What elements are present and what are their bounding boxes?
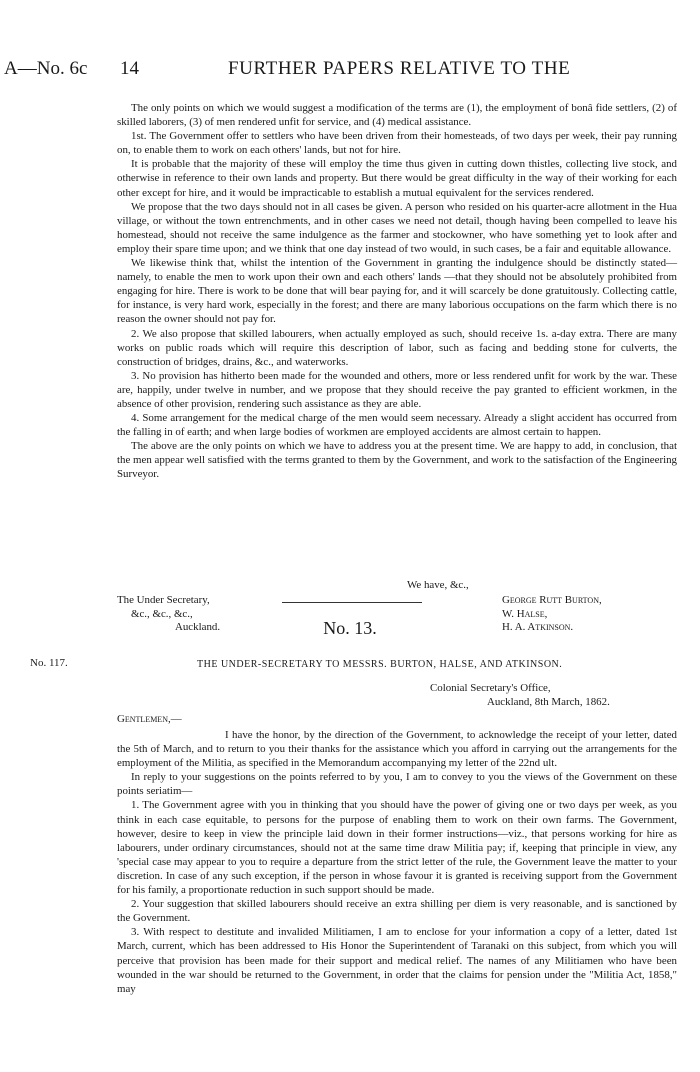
office-line: Colonial Secretary's Office, [430,682,551,694]
paragraph: It is probable that the majority of these will employ the time thus given in cutting down thistles, collecting live stock, and otherwise in reference to their own lands and property. But there would be great difficulty in the way of their working for each other except for hire, and it would be impracticable to establish a mutual equivalent for the services rendered. [117,158,677,199]
signatory: W. Halse, [502,607,548,620]
paragraph: 4. Some arrangement for the medical charge of the men would seem necessary. Already a slight accident has occurred from the falling in of earth; and when large bodies of workmen are employed accidents are almost certain to happen. [117,412,677,439]
paragraph: 3. With respect to destitute and invalided Militiamen, I am to enclose for your information a copy of a letter, dated 1st March, current, which has been addressed to His Honor the Superintendent of Taranaki on this subject, from which you will perceive that provision has been made for their support and medical relief. The names of any Militiamen who have been wounded in the war should be returned to the Government, in order that the claims for pension under the "Militia Act, 1858," may [117,926,677,995]
letter-body [117,101,677,482]
running-title: FURTHER PAPERS RELATIVE TO THE [228,58,571,79]
section-divider [282,602,422,603]
paragraph: We propose that the two days should not in all cases be given. A person who resided on his quarter-acre allotment in the Hua village, or without the town entrenchments, and in other cases we need not detail, though having been compelled to leave his homestead, should not receive the same indulgence as the farmer and stockowner, who have something yet to look after and employ their spare time upon; and we think that one day instead of two would, in such cases, be a fair and equitable allowance. [117,200,677,255]
signatory: George Rutt Burton, [502,594,602,606]
paragraph: 3. No provision has hitherto been made for the wounded and others, more or less rendered unfit for work by the war. These are, happily, under twelve in number, and we propose that they should receive the pay granted to efficient workmen, in the absence of other provision, rendering such assistance as they are able. [117,369,677,410]
salutation: Gentlemen,— [117,713,182,725]
paragraph: 2. We also propose that skilled labourers, when actually employed as such, should receive 1s. a-day extra. There are many works on public roads which will require this description of labor, such as facing and bedding stone for culverts, the construction of bridges, drains, &c., and waterworks. [117,327,677,368]
letter-title: THE UNDER-SECRETARY TO MESSRS. BURTON, HALSE, AND ATKINSON. [197,659,563,670]
closing: We have, &c., [407,579,469,591]
paragraph: The only points on which we would suggest a modification of the terms are (1), the employment of bonâ fide settlers, (2) of skilled laborers, (3) of men rendered unfit for service, and (4) medical assistance. [117,102,677,129]
page-number: 14 [120,58,139,79]
paragraph: The above are the only points on which we have to address you at the present time. We are happy to add, in conclusion, that the men appear well satisfied with the terms granted to them by the Government, and work to the satisfaction of the Engineering Surveyor. [117,440,677,481]
paragraph: 2. Your suggestion that skilled labourers should receive an extra shilling per diem is very reasonable, and is sanctioned by the Government. [117,898,677,925]
margin-reference: No. 117. [30,657,68,669]
signatory: H. A. Atkinson. [502,621,574,633]
page-header [0,58,700,82]
paragraph: In reply to your suggestions on the points referred to by you, I am to convey to you the views of the Government on these points seriatim— [117,771,677,798]
paragraph: 1st. The Government offer to settlers who have been driven from their homesteads, of two days per week, their pay running on, to enable them to work on each others' lands, but not for hire. [117,130,677,157]
sender-address [430,681,610,709]
addressee-line: The Under Secretary, [117,594,210,606]
document-reference: A—No. 6c [4,58,88,79]
paragraph: 1. The Government agree with you in thinking that you should have the power of giving one or two days per week, as you think in each case equitable, to persons for the purpose of enabling them to work on their own farms. The Government, however, desire to keep in view the principle laid down in their former instructions—viz., that persons working for hire as labourers, under ordinary circumstances, should not at the same time draw Militia pay; if, keeping that principle in view, any 'special case may appear to you to require a departure from the strict letter of the rule, the Government leave the matter to your discretion. In case of any such exception, if the person in whose favour it is granted is receiving support from the Government for his family, a proportionate reduction in such support should be made. [117,799,677,897]
paragraph: I have the honor, by the direction of the Government, to acknowledge the receipt of your letter, dated the 5th of March, and to return to you their thanks for the assistance which you afford in carrying out the arrangements for the employment of the Militia, as specified in the Memorandum accompanying my letter of the 22nd ult. [117,729,677,770]
addressee-line: Auckland. [175,621,221,633]
addressee-line: &c., &c., &c., [131,607,193,620]
document-number: No. 13. [323,618,377,638]
paragraph: We likewise think that, whilst the intention of the Government in granting the indulgence should be distinctly stated—namely, to enable the men to work upon their own and each others' lands —that they should not be absolutely prohibited from engaging for hire. There is work to be done that will bear paying for, and it will scarcely be done gratuitously. Collecting cattle, for instance, is very hard work, especially in the forest; and there are many laborious occupations on the farm which there is no reason the owner should not pay for. [117,257,677,326]
reply-body [117,728,677,996]
date-line: Auckland, 8th March, 1862. [487,696,610,708]
